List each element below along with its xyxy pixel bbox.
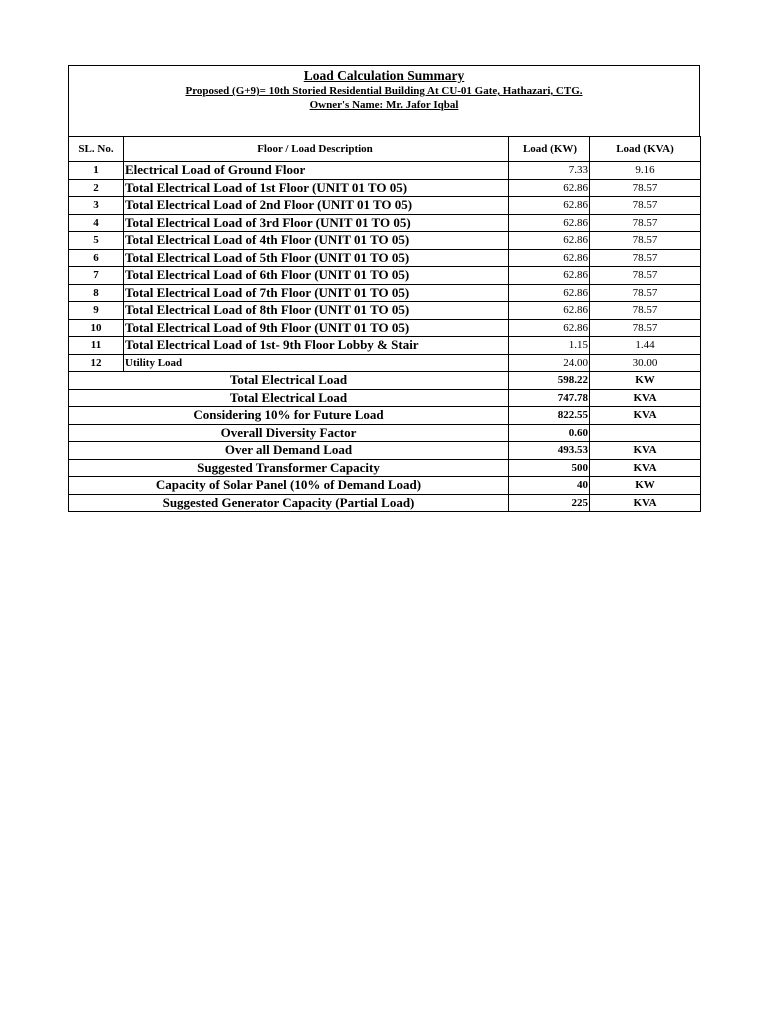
summary-unit: KW [590,372,701,390]
row-sl-number: 10 [69,319,124,337]
row-load-kva: 78.57 [590,197,701,215]
row-load-kva: 1.44 [590,337,701,355]
row-sl-number: 3 [69,197,124,215]
owner-name: Owner's Name: Mr. Jafor Iqbal [309,99,459,111]
table-row [69,354,701,372]
row-load-kw: 62.86 [509,179,590,197]
table-row [69,319,701,337]
row-load-kw: 1.15 [509,337,590,355]
row-load-kva: 78.57 [590,319,701,337]
row-sl-number: 11 [69,337,124,355]
summary-rows [69,372,701,512]
summary-row [69,407,701,425]
summary-unit: KVA [590,442,701,460]
summary-value: 598.22 [509,372,590,390]
summary-label: Suggested Generator Capacity (Partial Load) [69,494,509,512]
row-sl-number: 4 [69,214,124,232]
table-row [69,232,701,250]
row-sl-number: 9 [69,302,124,320]
row-load-kva: 30.00 [590,354,701,372]
table-row [69,337,701,355]
row-description: Total Electrical Load of 7th Floor (UNIT 01 TO 05) [124,284,509,302]
load-rows [69,162,701,372]
sheet-title: Load Calculation Summary [303,68,465,83]
row-load-kw: 62.86 [509,267,590,285]
sheet-header [68,65,700,136]
summary-unit [590,424,701,442]
summary-row [69,477,701,495]
row-sl-number: 2 [69,179,124,197]
summary-label: Overall Diversity Factor [69,424,509,442]
row-load-kva: 78.57 [590,249,701,267]
summary-unit: KW [590,477,701,495]
summary-row [69,459,701,477]
row-load-kva: 78.57 [590,179,701,197]
summary-row [69,442,701,460]
summary-label: Over all Demand Load [69,442,509,460]
row-sl-number: 12 [69,354,124,372]
column-header-description: Floor / Load Description [124,137,509,162]
summary-label: Suggested Transformer Capacity [69,459,509,477]
table-row [69,267,701,285]
row-load-kw: 62.86 [509,302,590,320]
summary-unit: KVA [590,494,701,512]
row-description: Total Electrical Load of 9th Floor (UNIT 01 TO 05) [124,319,509,337]
summary-unit: KVA [590,459,701,477]
column-header-kw: Load (KW) [509,137,590,162]
row-sl-number: 5 [69,232,124,250]
row-load-kw: 24.00 [509,354,590,372]
row-description: Utility Load [124,354,509,372]
row-sl-number: 8 [69,284,124,302]
summary-value: 493.53 [509,442,590,460]
summary-row [69,389,701,407]
load-table [68,136,701,512]
row-load-kva: 9.16 [590,162,701,180]
row-description: Electrical Load of Ground Floor [124,162,509,180]
summary-unit: KVA [590,407,701,425]
row-load-kw: 62.86 [509,319,590,337]
row-description: Total Electrical Load of 3rd Floor (UNIT 01 TO 05) [124,214,509,232]
row-load-kw: 62.86 [509,249,590,267]
row-sl-number: 1 [69,162,124,180]
row-load-kva: 78.57 [590,284,701,302]
summary-unit: KVA [590,389,701,407]
table-row [69,179,701,197]
row-sl-number: 7 [69,267,124,285]
row-load-kva: 78.57 [590,214,701,232]
summary-value: 747.78 [509,389,590,407]
table-row [69,162,701,180]
summary-value: 500 [509,459,590,477]
row-description: Total Electrical Load of 1st Floor (UNIT 01 TO 05) [124,179,509,197]
summary-value: 225 [509,494,590,512]
row-description: Total Electrical Load of 6th Floor (UNIT 01 TO 05) [124,267,509,285]
summary-label: Capacity of Solar Panel (10% of Demand Load) [69,477,509,495]
summary-row [69,424,701,442]
table-row [69,214,701,232]
row-load-kva: 78.57 [590,232,701,250]
load-summary-sheet [68,65,700,512]
table-row [69,249,701,267]
table-row [69,284,701,302]
row-description: Total Electrical Load of 1st- 9th Floor Lobby & Stair [124,337,509,355]
summary-value: 0.60 [509,424,590,442]
summary-label: Total Electrical Load [69,372,509,390]
project-description: Proposed (G+9)= 10th Storied Residential Building At CU-01 Gate, Hathazari, CTG. [185,85,583,97]
row-load-kva: 78.57 [590,267,701,285]
summary-value: 822.55 [509,407,590,425]
summary-label: Total Electrical Load [69,389,509,407]
row-load-kva: 78.57 [590,302,701,320]
row-load-kw: 62.86 [509,214,590,232]
column-header-sl: SL. No. [69,137,124,162]
table-header-row [69,137,701,162]
table-row [69,197,701,215]
row-load-kw: 7.33 [509,162,590,180]
column-header-kva: Load (KVA) [590,137,701,162]
summary-label: Considering 10% for Future Load [69,407,509,425]
table-row [69,302,701,320]
row-description: Total Electrical Load of 2nd Floor (UNIT 01 TO 05) [124,197,509,215]
row-sl-number: 6 [69,249,124,267]
summary-row [69,372,701,390]
row-load-kw: 62.86 [509,197,590,215]
summary-value: 40 [509,477,590,495]
row-description: Total Electrical Load of 8th Floor (UNIT 01 TO 05) [124,302,509,320]
summary-row [69,494,701,512]
row-description: Total Electrical Load of 4th Floor (UNIT 01 TO 05) [124,232,509,250]
row-load-kw: 62.86 [509,232,590,250]
row-description: Total Electrical Load of 5th Floor (UNIT 01 TO 05) [124,249,509,267]
row-load-kw: 62.86 [509,284,590,302]
